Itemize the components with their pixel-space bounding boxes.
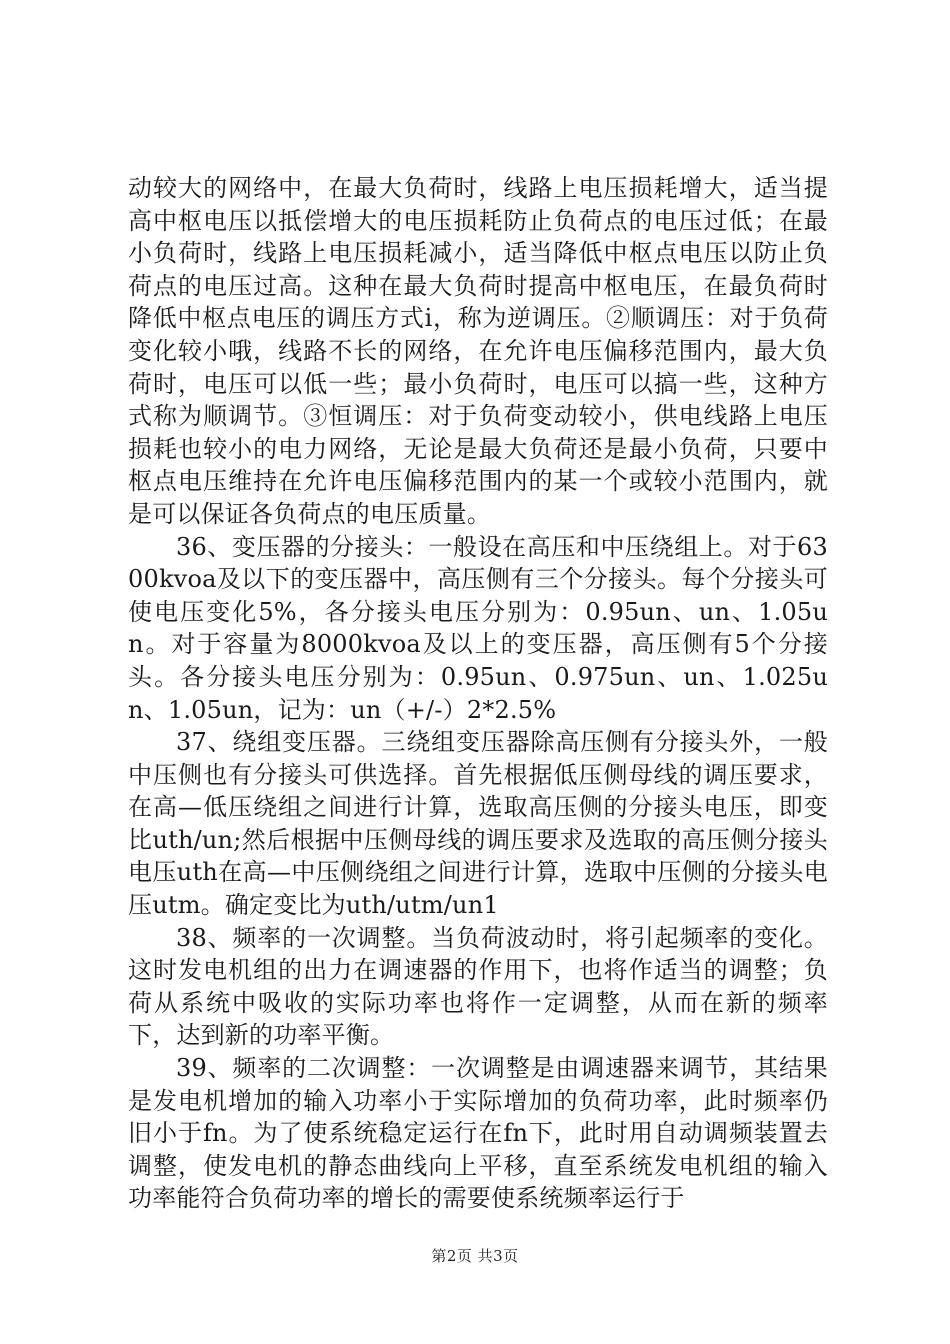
paragraph-38-primary-frequency-regulation: 38、频率的一次调整。当负荷波动时，将引起频率的变化。这时发电机组的出力在调速器的作用下，也将作适当的调整；负荷从系统中吸收的实际功率也将作一定调整，从而在新的频率下，达到新的功率平衡。 [128,923,828,1050]
page-footer: 第2页 共3页 [431,1247,519,1265]
paragraph-39-secondary-frequency-regulation: 39、频率的二次调整：一次调整是由调速器来调节，其结果是发电机增加的输入功率小于实际增加的负荷功率，此时频率仍旧小于fn。为了使系统稳定运行在fn下，此时用自动调频装置去调整，使发电机的静态曲线向上平移，直至系统发电机组的输入功率能符合负荷功率的增长的需要使系统频率运行于 [128,1054,828,1213]
paragraph-37-three-winding-transformer: 37、绕组变压器。三绕组变压器除高压侧有分接头外，一般中压侧也有分接头可供选择。首先根据低压侧母线的调压要求，在高—低压绕组之间进行计算，选取高压侧的分接头电压，即变比uth/un;然后根据中压侧母线的调压要求及选取的高压侧分接头电压uth在高—中压侧绕组之间进行计算，选取中压侧的分接头电压utm。确定变比为uth/utm/un1 [128,728,828,920]
document-body [128,172,828,1215]
paragraph-36-transformer-taps: 36、变压器的分接头：一般设在高压和中压绕组上。对于6300kvoa及以下的变压器中，高压侧有三个分接头。每个分接头可使电压变化5%，各分接头电压分别为：0.95un、un、1.05un。对于容量为8000kvoa及以上的变压器，高压侧有5个分接头。各分接头电压分别为：0.95un、0.975un、un、1.025un、1.05un，记为：un（+/-）2*2.5% [128,532,828,724]
paragraph-continuation: 动较大的网络中，在最大负荷时，线路上电压损耗增大，适当提高中枢电压以抵偿增大的电压损耗防止负荷点的电压过低；在最小负荷时，线路上电压损耗减小，适当降低中枢点电压以防止负荷点的电压过高。这种在最大负荷时提高中枢电压，在最负荷时降低中枢点电压的调压方式i，称为逆调压。②顺调压：对于负荷变化较小哦，线路不长的网络，在允许电压偏移范围内，最大负荷时，电压可以低一些；最小负荷时，电压可以搞一些，这种方式称为顺调节。③恒调压：对于负荷变动较小，供电线路上电压损耗也较小的电力网络，无论是最大负荷还是最小负荷，只要中枢点电压维持在允许电压偏移范围内的某一个或较小范围内，就是可以保证各负荷点的电压质量。 [128,174,828,528]
